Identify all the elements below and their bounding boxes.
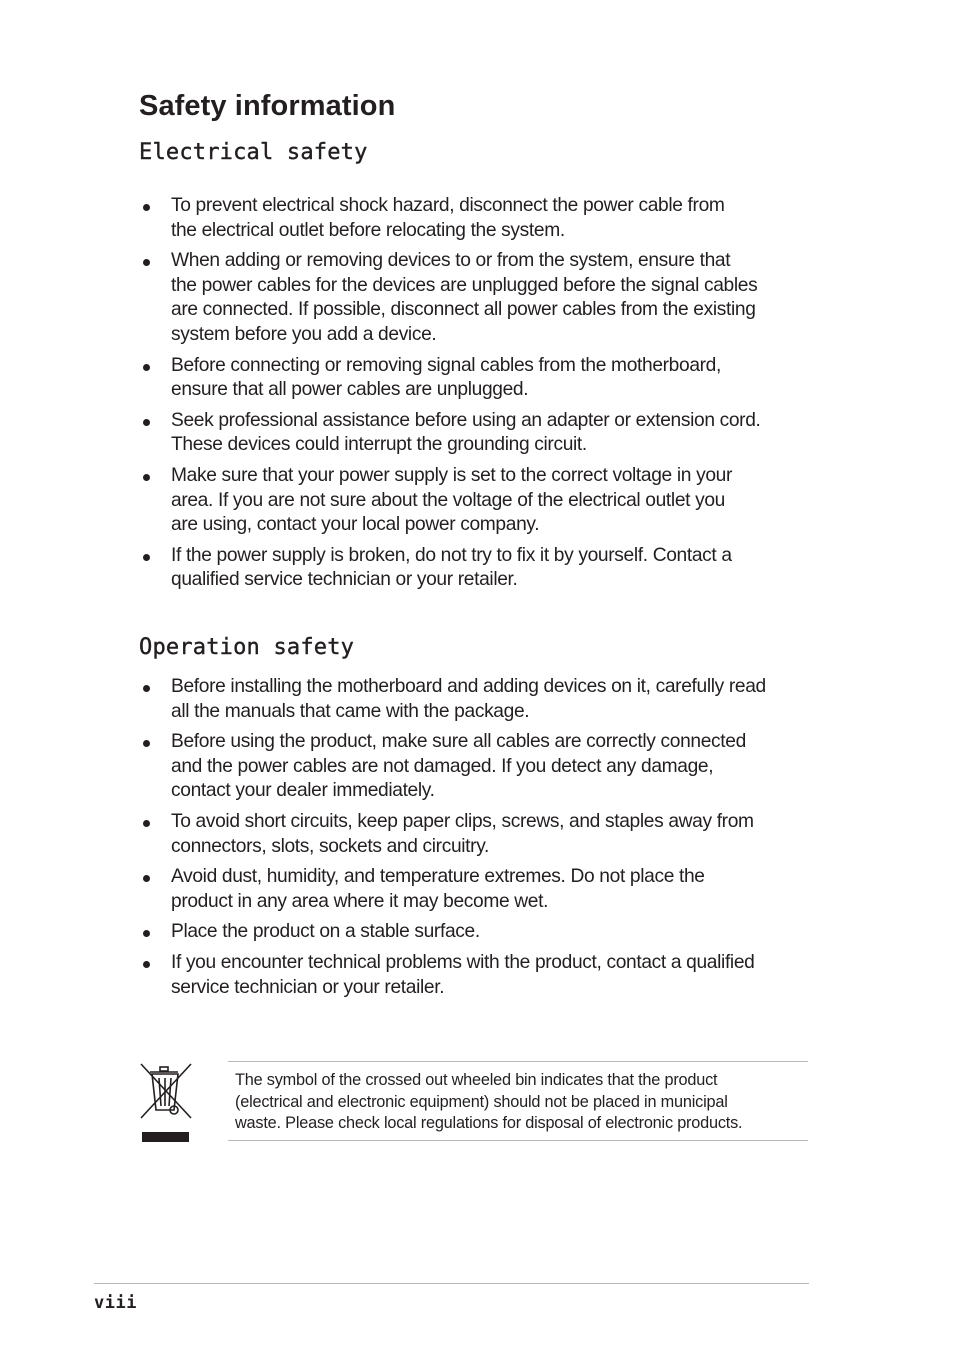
bullet-icon xyxy=(143,204,150,211)
bullet-icon xyxy=(143,740,150,747)
list-item-line: Before connecting or removing signal cables from the motherboard, xyxy=(171,354,721,376)
list-item xyxy=(139,810,819,859)
list-item-line: If you encounter technical problems with the product, contact a qualified xyxy=(171,951,755,973)
bullet-icon xyxy=(143,961,150,968)
crossed-out-wheeled-bin-icon xyxy=(138,1060,194,1144)
bullet-icon xyxy=(143,259,150,266)
note-line: (electrical and electronic equipment) should not be placed in municipal xyxy=(235,1092,728,1111)
list-item xyxy=(139,544,819,593)
list-item-line: ensure that all power cables are unplugged. xyxy=(171,379,529,401)
list-item-line: When adding or removing devices to or from the system, ensure that xyxy=(171,250,731,272)
disposal-note xyxy=(228,1061,808,1141)
bullet-icon xyxy=(143,364,150,371)
section-heading-electrical-safety: Electrical safety xyxy=(139,140,368,165)
page-title: Safety information xyxy=(139,90,396,122)
list-item-line: Seek professional assistance before using an adapter or extension cord. xyxy=(171,409,761,431)
list-item-line: and the power cables are not damaged. If you detect any damage, xyxy=(171,755,714,777)
list-item-line: Place the product on a stable surface. xyxy=(171,921,480,943)
list-item xyxy=(139,675,819,724)
list-item-line: Before using the product, make sure all cables are correctly connected xyxy=(171,731,746,753)
list-item-line: service technician or your retailer. xyxy=(171,976,445,998)
list-item-line: qualified service technician or your retailer. xyxy=(171,569,518,591)
bullet-icon xyxy=(143,554,150,561)
section-heading-operation-safety: Operation safety xyxy=(139,635,355,660)
bullet-icon xyxy=(143,930,150,937)
list-item xyxy=(139,194,819,243)
note-line: waste. Please check local regulations for disposal of electronic products. xyxy=(235,1114,743,1132)
list-item-line: the electrical outlet before relocating the system. xyxy=(171,219,565,241)
list-item xyxy=(139,730,819,804)
note-line: The symbol of the crossed out wheeled bin indicates that the product xyxy=(235,1071,718,1089)
list-item-line: system before you add a device. xyxy=(171,323,437,345)
list-item-line: all the manuals that came with the package. xyxy=(171,700,530,722)
list-item xyxy=(139,464,819,538)
list-item-line: Avoid dust, humidity, and temperature extremes. Do not place the xyxy=(171,866,705,888)
list-item xyxy=(139,354,819,403)
page-number: viii xyxy=(94,1293,137,1313)
list-item-line: the power cables for the devices are unplugged before the signal cables xyxy=(171,274,758,296)
list-item-line: area. If you are not sure about the voltage of the electrical outlet you xyxy=(171,489,725,511)
bullet-icon xyxy=(143,474,150,481)
list-item-line: Make sure that your power supply is set to the correct voltage in your xyxy=(171,464,733,486)
list-item-line: contact your dealer immediately. xyxy=(171,780,435,802)
list-item xyxy=(139,865,819,914)
disposal-note-text xyxy=(235,1070,807,1135)
list-item-line: are connected. If possible, disconnect all power cables from the existing xyxy=(171,299,756,321)
list-item xyxy=(139,920,819,945)
list-item xyxy=(139,951,819,1000)
list-item-line: are using, contact your local power company. xyxy=(171,514,540,536)
list-item-line: Before installing the motherboard and adding devices on it, carefully read xyxy=(171,676,766,697)
list-item-line: To avoid short circuits, keep paper clips, screws, and staples away from xyxy=(171,810,754,832)
list-item-line: These devices could interrupt the grounding circuit. xyxy=(171,434,587,456)
list-item-line: To prevent electrical shock hazard, disconnect the power cable from xyxy=(171,195,725,216)
electrical-safety-list xyxy=(139,194,819,599)
list-item-line: connectors, slots, sockets and circuitry. xyxy=(171,835,490,857)
list-item xyxy=(139,249,819,347)
list-item-line: product in any area where it may become wet. xyxy=(171,890,549,912)
bullet-icon xyxy=(143,875,150,882)
operation-safety-list xyxy=(139,675,819,1006)
list-item-line: If the power supply is broken, do not try to fix it by yourself. Contact a xyxy=(171,544,732,566)
bullet-icon xyxy=(143,820,150,827)
list-item xyxy=(139,409,819,458)
bullet-icon xyxy=(143,685,150,692)
bullet-icon xyxy=(143,419,150,426)
footer-rule xyxy=(94,1283,809,1284)
